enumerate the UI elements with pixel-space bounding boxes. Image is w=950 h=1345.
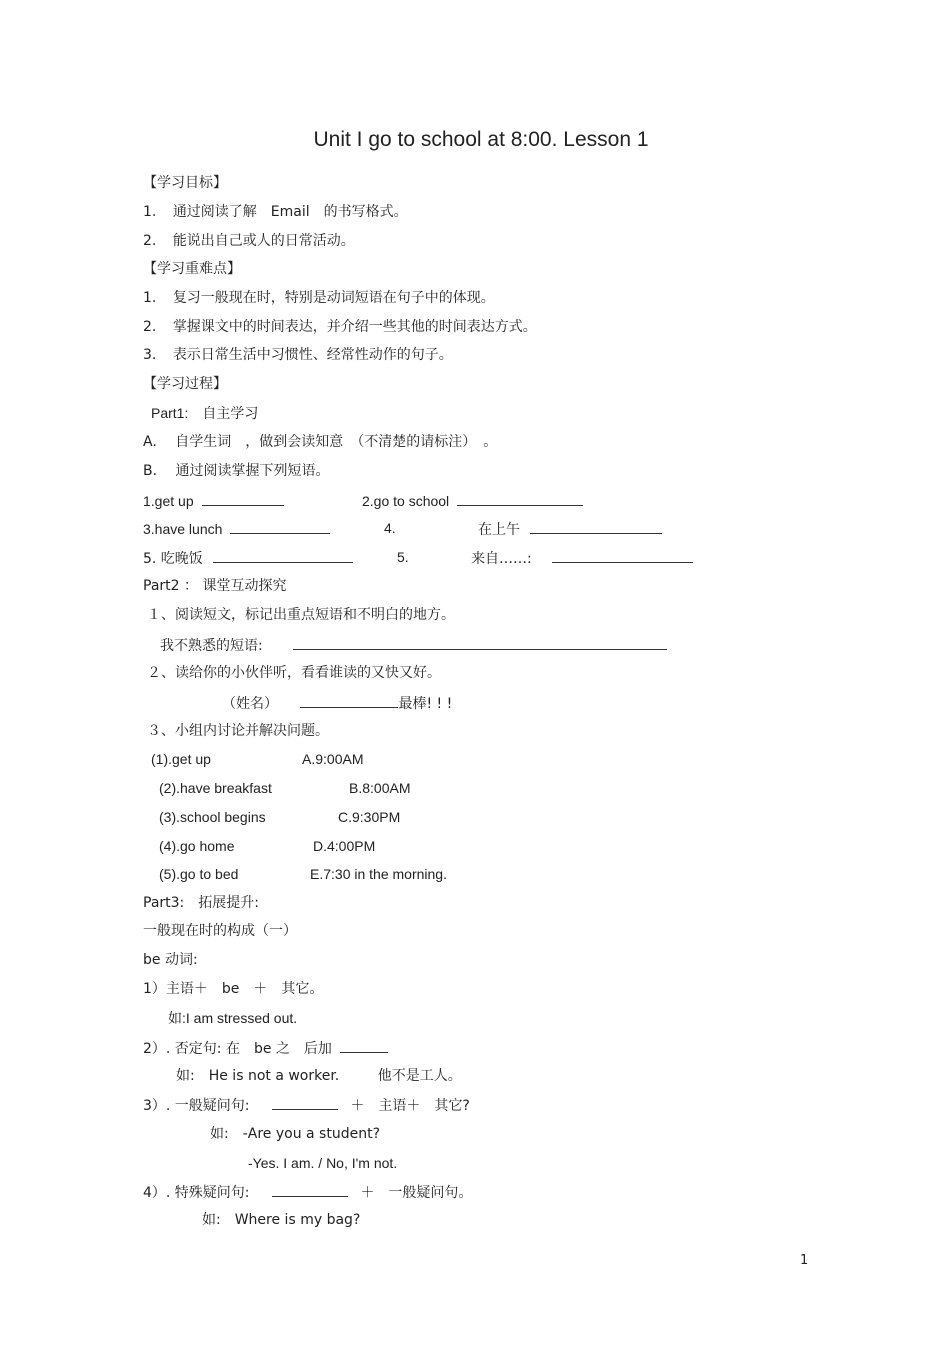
part1-item-a bbox=[143, 433, 497, 451]
answer-blank[interactable] bbox=[272, 1182, 348, 1197]
rule-3-example-1: 如: -Are you a student? bbox=[210, 1126, 381, 1142]
answer-blank[interactable] bbox=[457, 491, 583, 506]
rule-2 bbox=[143, 1038, 388, 1058]
phrase-5a bbox=[143, 548, 353, 568]
phrase-4-number: 4. bbox=[384, 520, 396, 536]
phrase-text: 来自……: bbox=[471, 551, 532, 567]
phrase-2 bbox=[362, 491, 583, 510]
match-right-1: A.9:00AM bbox=[302, 751, 364, 767]
rule-4-example: 如: Where is my bag? bbox=[202, 1212, 361, 1228]
match-right-2: B.8:00AM bbox=[349, 780, 411, 796]
part3-label: Part3: 拓展提升: bbox=[143, 895, 259, 911]
phrase-text: 5. 吃晚饭 bbox=[143, 551, 203, 567]
rule-3 bbox=[143, 1095, 470, 1115]
process-header: 【学习过程】 bbox=[143, 376, 227, 392]
goal-number: 2. bbox=[143, 233, 157, 249]
rule-text: ＋ 主语＋ 其它? bbox=[350, 1098, 470, 1114]
focus-number: 2. bbox=[143, 319, 157, 335]
rule-text: 2）. 否定句: 在 be 之 后加 bbox=[143, 1041, 332, 1057]
rule-4 bbox=[143, 1182, 472, 1202]
rule-1-example: 如:I am stressed out. bbox=[168, 1010, 298, 1026]
rule-text: 4）. 特殊疑问句: bbox=[143, 1185, 250, 1201]
focus-item-3 bbox=[143, 346, 453, 364]
match-left-1: (1).get up bbox=[151, 751, 211, 767]
goal-text: 能说出自己或人的日常活动。 bbox=[172, 233, 355, 249]
example-en: 如: He is not a worker. bbox=[176, 1068, 340, 1084]
match-left-5: (5).go to bed bbox=[159, 866, 239, 882]
item-text: 通过阅读掌握下列短语。 bbox=[175, 463, 330, 479]
match-right-5: E.7:30 in the morning. bbox=[310, 866, 447, 882]
phrase-text: 1.get up bbox=[143, 493, 194, 509]
part1-item-b bbox=[143, 462, 330, 480]
example-zh: 他不是工人。 bbox=[377, 1068, 462, 1084]
focus-number: 1. bbox=[143, 290, 157, 306]
item-marker: A. bbox=[143, 434, 157, 450]
best-text: 最棒! ! ! bbox=[398, 696, 453, 712]
match-left-2: (2).have breakfast bbox=[159, 780, 272, 796]
answer-blank[interactable] bbox=[202, 491, 284, 506]
goal-item-2 bbox=[143, 232, 355, 250]
answer-blank[interactable] bbox=[293, 635, 667, 650]
phrase-3 bbox=[143, 519, 330, 538]
part3-subtitle: 一般现在时的构成（一） bbox=[143, 923, 297, 939]
part2-step-1: １、阅读短文，标记出重点短语和不明白的地方。 bbox=[147, 607, 455, 623]
item-marker: B. bbox=[143, 463, 158, 479]
phrase-1 bbox=[143, 491, 284, 510]
focus-header: 【学习重难点】 bbox=[143, 261, 241, 277]
page-title: Unit I go to school at 8:00. Lesson 1 bbox=[313, 128, 649, 151]
rule-1: 1）主语＋ be ＋ 其它。 bbox=[143, 981, 324, 997]
focus-text: 表示日常生活中习惯性、经常性动作的句子。 bbox=[172, 347, 453, 363]
answer-blank[interactable] bbox=[340, 1038, 388, 1053]
match-left-3: (3).school begins bbox=[159, 809, 266, 825]
rule-2-example bbox=[176, 1067, 462, 1085]
answer-blank[interactable] bbox=[272, 1095, 338, 1110]
answer-blank[interactable] bbox=[530, 519, 662, 534]
field-label: （姓名） bbox=[222, 696, 278, 712]
match-right-4: D.4:00PM bbox=[313, 838, 376, 854]
answer-blank[interactable] bbox=[213, 548, 353, 563]
goals-header: 【学习目标】 bbox=[143, 175, 227, 191]
rule-3-example-2: -Yes. I am. / No, I'm not. bbox=[248, 1155, 398, 1171]
phrase-5b-number: 5. bbox=[397, 549, 409, 565]
phrase-text: 3.have lunch bbox=[143, 521, 223, 537]
unfamiliar-phrases bbox=[160, 635, 667, 655]
part1-label: Part1: 自主学习 bbox=[151, 405, 259, 421]
focus-text: 掌握课文中的时间表达，并介绍一些其他的时间表达方式。 bbox=[172, 319, 537, 335]
page-number: 1 bbox=[800, 1253, 809, 1268]
focus-text: 复习一般现在时，特别是动词短语在句子中的体现。 bbox=[172, 290, 495, 306]
part2-step-2: ２、读给你的小伙伴听，看看谁读的又快又好。 bbox=[147, 665, 441, 681]
focus-number: 3. bbox=[143, 347, 157, 363]
phrase-text: 在上午 bbox=[478, 522, 520, 538]
goal-item-1 bbox=[143, 203, 408, 221]
phrase-text: 2.go to school bbox=[362, 493, 450, 509]
focus-item-2 bbox=[143, 318, 537, 336]
answer-blank[interactable] bbox=[552, 548, 693, 563]
item-text: 自学生词 ，做到会读知意 （不清楚的请标注） 。 bbox=[175, 434, 498, 450]
rule-text: ＋ 一般疑问句。 bbox=[360, 1185, 473, 1201]
rule-text: 3）. 一般疑问句: bbox=[143, 1098, 250, 1114]
name-blank[interactable] bbox=[300, 693, 398, 708]
phrase-4 bbox=[478, 519, 662, 539]
phrase-5b bbox=[471, 548, 693, 568]
match-left-4: (4).go home bbox=[159, 838, 235, 854]
field-label: 我不熟悉的短语: bbox=[160, 638, 263, 654]
best-reader bbox=[222, 693, 452, 713]
answer-blank[interactable] bbox=[230, 519, 330, 534]
match-right-3: C.9:30PM bbox=[338, 809, 401, 825]
part2-step-3: ３、小组内讨论并解决问题。 bbox=[147, 723, 329, 739]
focus-item-1 bbox=[143, 289, 495, 307]
goal-text: 通过阅读了解 Email 的书写格式。 bbox=[172, 204, 408, 220]
be-verb-label: be 动词: bbox=[143, 952, 198, 968]
goal-number: 1. bbox=[143, 204, 157, 220]
part2-label: Part2 ： 课堂互动探究 bbox=[143, 578, 287, 594]
